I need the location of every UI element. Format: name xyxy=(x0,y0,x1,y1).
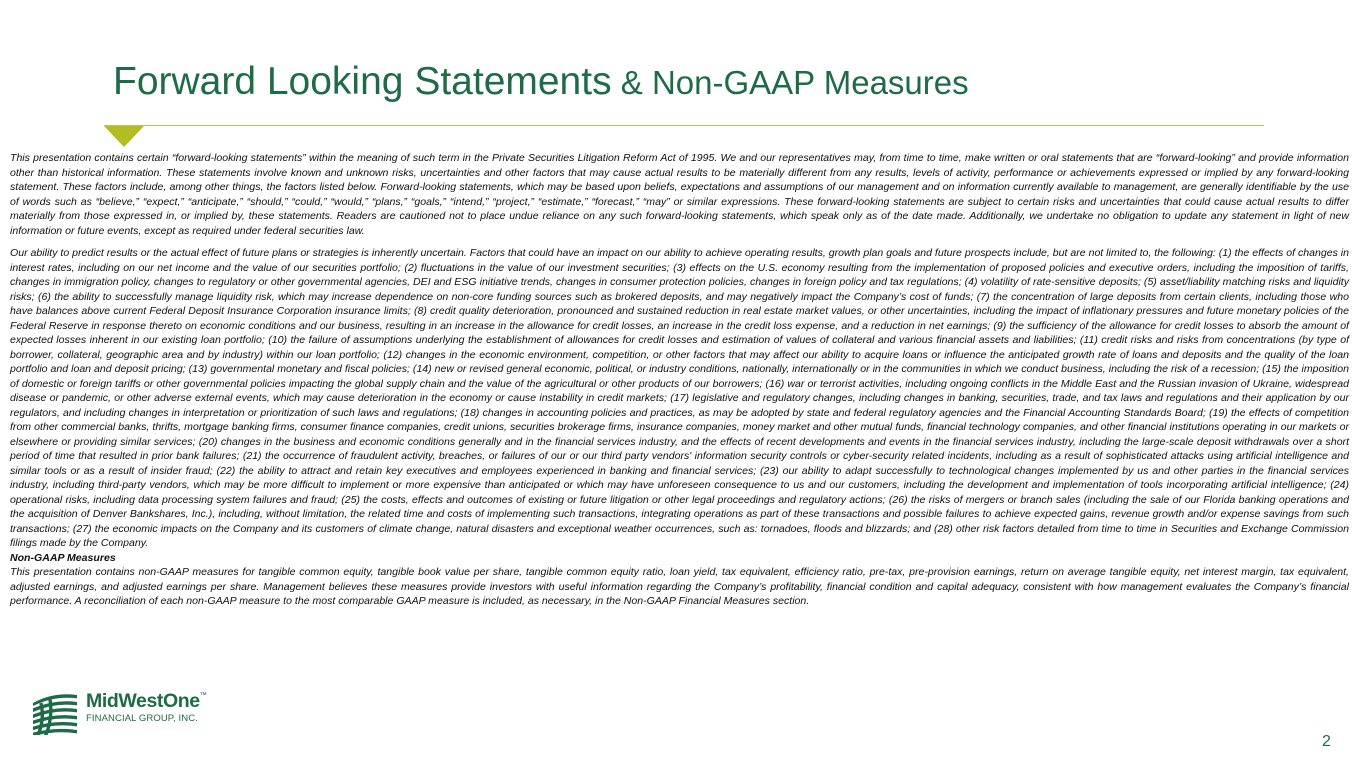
striped-field-logo-icon xyxy=(33,691,77,735)
disclaimer-body xyxy=(10,151,1349,609)
title-main: Forward Looking Statements xyxy=(113,60,612,103)
risk-factors-paragraph: Our ability to predict results or the actual effect of future plans or strategies is inherently uncertain. Factors that could have an impact on our ability to achieve operating results, growth plan goals and future prospects include, but are not limited to, the following: (1) the effects of changes in interest rates, including on our net income and the value of our securities portfolio; (2) fluctuations in the value of our investment securities; (3) effects on the U.S. economy resulting from the implementation of proposed policies and executive orders, including the imposition of tariffs, changes in immigration policy, changes to regulatory or other governmental agencies, DEI and ESG initiative trends, changes in consumer protection policies, changes in foreign policy and tax regulations; (4) volatility of rate-sensitive deposits; (5) asset/liability matching risks and liquidity risks; (6) the ability to successfully manage liquidity risk, which may increase dependence on non-core funding sources such as brokered deposits, and may negatively impact the Company’s cost of funds; (7) the concentration of large deposits from certain clients, including those who have balances above current Federal Deposit Insurance Corporation insurance limits; (8) credit quality deterioration, pronounced and sustained reduction in real estate market values, or other uncertainties, including the impact of inflationary pressures and future monetary policies of the Federal Reserve in response thereto on economic conditions and our business, resulting in an increase in the allowance for credit losses, an increase in the credit loss expense, and a reduction in net earnings; (9) the sufficiency of the allowance for credit losses to absorb the amount of expected losses inherent in our existing loan portfolio; (10) the failure of assumptions underlying the establishment of allowances for credit losses and estimation of values of collateral and various financial assets and liabilities; (11) credit risks and risks from concentrations (by type of borrower, collateral, geographic area and by industry) within our loan portfolio; (12) changes in the economic environment, competition, or other factors that may affect our ability to acquire loans or influence the anticipated growth rate of loans and deposits and the quality of the loan portfolio and loan and deposit pricing; (13) governmental monetary and fiscal policies; (14) new or revised general economic, political, or industry conditions, nationally, internationally or in the communities in which we conduct business, including the risk of a recession; (15) the imposition of domestic or foreign tariffs or other governmental policies impacting the global supply chain and the value of the agricultural or other products of our borrowers; (16) war or terrorist activities, including ongoing conflicts in the Middle East and the Russian invasion of Ukraine, widespread disease or pandemic, or other adverse external events, which may cause deterioration in the economy or cause instability in credit markets; (17) legislative and regulatory changes, including changes in banking, securities, trade, and tax laws and regulations and their application by our regulators, and including changes in interpretation or prioritization of such laws and regulations; (18) changes in accounting policies and practices, as may be adopted by state and federal regulatory agencies and the Financial Accounting Standards Board; (19) the effects of competition from other commercial banks, thrifts, mortgage banking firms, consumer finance companies, credit unions, securities brokerage firms, insurance companies, money market and other mutual funds, financial technology companies, and other financial institutions operating in our markets or elsewhere or providing similar services; (20) changes in the business and economic conditions generally and in the financial services industry, and the effects of recent developments and events in the financial services industry, including the large-scale deposit withdrawals over a short period of time that resulted in prior bank failures; (21) the occurrence of fraudulent activity, breaches, or failures of our or our third party vendors' information security controls or cyber-security related incidents, including as a result of sophisticated attacks using artificial intelligence and similar tools or as a result of insider fraud; (22) the ability to attract and retain key executives and employees experienced in banking and financial services; (23) our ability to adapt successfully to technological changes implemented by us and other parties in the financial services industry, including third-party vendors, which may be more difficult to implement or more expensive than anticipated or which may have unforeseen consequence to us and our customers, including the development and implementation of tools incorporating artificial intelligence; (24) operational risks, including data processing system failures and fraud; (25) the costs, effects and outcomes of existing or future litigation or other legal proceedings and regulatory actions; (26) the risks of mergers or branch sales (including the sale of our Florida banking operations and the acquisition of Denver Bankshares, Inc.), including, without limitation, the related time and costs of implementing such transactions, integrating operations as part of these transactions and possible failures to achieve expected gains, revenue growth and/or expense savings from such transactions; (27) the economic impacts on the Company and its customers of climate change, natural disasters and exceptional weather occurrences, such as: tornadoes, floods and blizzards; and (28) other risk factors detailed from time to time in Securities and Exchange Commission filings made by the Company. xyxy=(10,247,1349,549)
company-logo xyxy=(33,689,233,737)
page-number: 2 xyxy=(1322,733,1331,750)
forward-looking-paragraph: This presentation contains certain “forward-looking statements” within the meaning of such term in the Private Securities Litigation Reform Act of 1995. We and our representatives may, from time to time, make written or oral statements that are “forward-looking” and provide information other than historical information. These statements involve known and unknown risks, uncertainties and other factors that may cause actual results to be materially different from any results, levels of activity, performance or achievements expressed or implied by any forward-looking statement. These factors include, among other things, the factors listed below. Forward-looking statements, which may be based upon beliefs, expectations and assumptions of our management and on information currently available to management, are generally identifiable by the use of words such as “believe,” “expect,” “anticipate,” “should,” “could,” “would,” “plans,” “goals,” “intend,” “project,” “estimate,” “forecast,” “may” or similar expressions. These forward-looking statements are subject to certain risks and uncertainties that could cause actual results to differ materially from those expressed in, or implied by, these statements. Readers are cautioned not to place undue reliance on any such forward-looking statements, which speak only as of the date made. Additionally, we undertake no obligation to update any statement in light of new information or future events, except as required under federal securities law. xyxy=(10,152,1349,237)
non-gaap-paragraph: This presentation contains non-GAAP measures for tangible common equity, tangible book value per share, tangible common equity ratio, loan yield, tax equivalent, efficiency ratio, pre-tax, pre-provision earnings, return on average tangible equity, net interest margin, tax equivalent, adjusted earnings, and adjusted earnings per share. Management believes these measures provide investors with useful information regarding the Company’s profitability, financial condition and capital adequacy, consistent with how management evaluates the Company’s financial performance. A reconciliation of each non-GAAP measure to the most comparable GAAP measure is included, as necessary, in the Non-GAAP Financial Measures section. xyxy=(10,566,1349,607)
title-divider xyxy=(104,125,1264,126)
logo-brand: MidWestOne™ xyxy=(86,690,207,712)
triangle-marker-icon xyxy=(104,126,144,147)
non-gaap-heading: Non-GAAP Measures xyxy=(10,551,116,564)
title-sub: & Non-GAAP Measures xyxy=(611,64,969,101)
slide-title xyxy=(113,62,969,101)
logo-tagline: FINANCIAL GROUP, INC. xyxy=(86,713,198,724)
